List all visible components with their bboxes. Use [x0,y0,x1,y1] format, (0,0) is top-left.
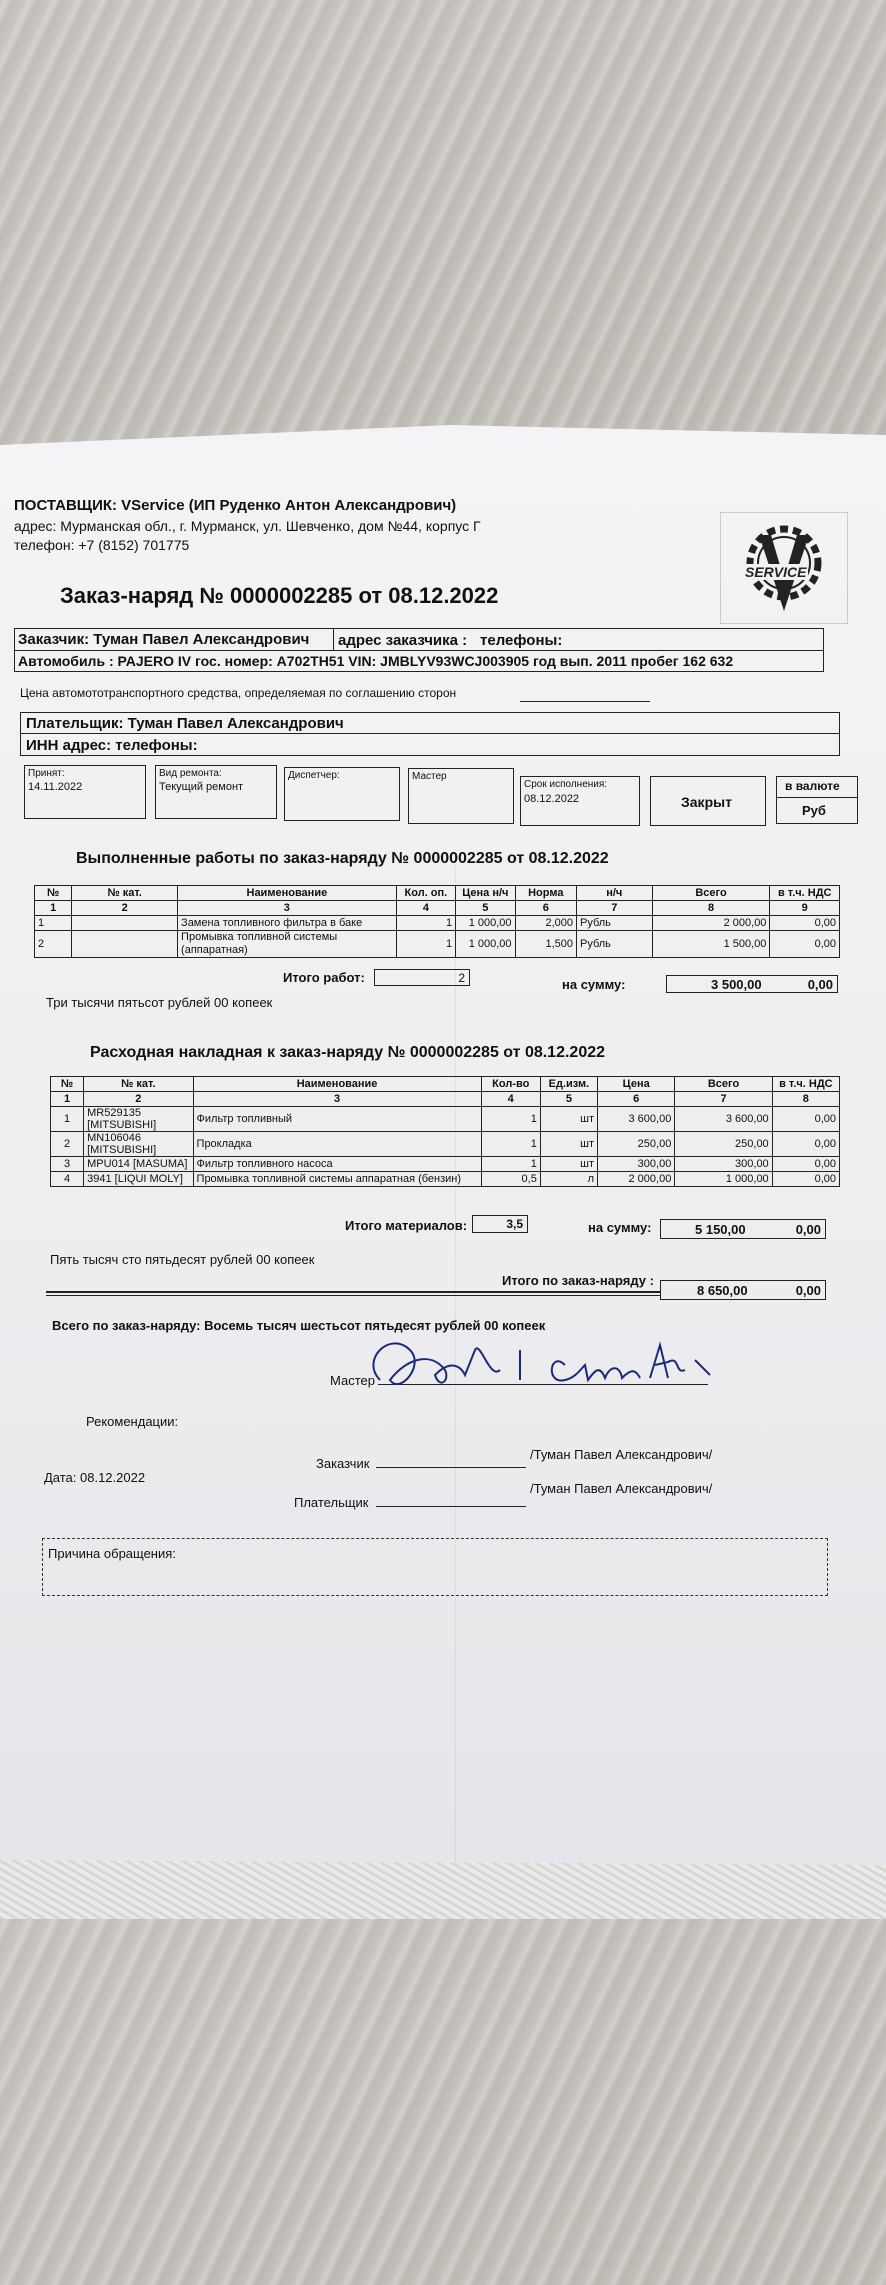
customer-box-divider [14,650,824,651]
header-cell: № кат. [84,1077,193,1092]
cell-unit: Рубль [577,916,653,931]
customer-box-vline [333,628,334,650]
payer-sign-name: /Туман Павел Александрович/ [530,1481,713,1496]
column-number-row [35,901,840,916]
table-row [51,1172,840,1187]
cell-total: 1 500,00 [652,931,770,958]
repair-type-label: Вид ремонта: [159,768,222,779]
cell-total: 2 000,00 [652,916,770,931]
col-number: 5 [540,1092,597,1107]
due-date-label: Срок исполнения: [524,779,608,790]
cell-qty: 1 [481,1157,540,1172]
cell-name: Замена топливного фильтра в баке [178,916,397,931]
header-cell: Цена н/ч [456,886,515,901]
accepted-value: 14.11.2022 [28,781,83,793]
cell-vat: 0,00 [772,1157,839,1172]
currency-divider [777,797,857,798]
document-date: Дата: 08.12.2022 [44,1470,146,1485]
payer-box-divider [20,733,840,734]
cell-unit: шт [540,1107,597,1132]
grand-total-box [660,1280,826,1300]
grand-total-rule [46,1291,660,1293]
payer-sign-line [376,1506,526,1507]
table-row [51,1157,840,1172]
due-date-value: 08.12.2022 [524,793,580,805]
cell-cat: MN106046 [MITSUBISHI] [84,1132,193,1157]
header-cell: № кат. [72,886,178,901]
recommendations-label: Рекомендации: [86,1414,179,1429]
col-number: 5 [456,901,515,916]
works-sum-box [666,975,838,993]
cell-n: 4 [51,1172,84,1187]
payer-name: Плательщик: Туман Павел Александрович [26,715,344,732]
cell-unit: Рубль [577,931,653,958]
customer-car: Автомобиль : PAJERO IV гос. номер: A702TH51 VIN: JMBLYV93WCJ003905 год вып. 2011 пробег 162 632 [18,653,734,669]
works-sum-value: 3 500,00 [711,977,762,992]
reason-label: Причина обращения: [48,1546,176,1561]
works-sum-label: на сумму: [562,977,626,992]
grand-total-rule-2 [46,1295,660,1296]
materials-sum-vat: 0,00 [795,1222,821,1237]
supplier-line: ПОСТАВЩИК: VService (ИП Руденко Антон Александрович) [14,497,457,514]
cell-n: 2 [35,931,72,958]
col-number: 1 [51,1092,84,1107]
table-row [51,1107,840,1132]
cell-qty: 1 [481,1132,540,1157]
table-header-row [51,1077,840,1092]
supplier-phone: телефон: +7 (8152) 701775 [14,537,190,553]
currency-box [776,776,858,824]
header-cell: Всего [675,1077,772,1092]
materials-total-label: Итого материалов: [345,1218,468,1233]
due-date-box [520,776,640,826]
cell-cat: MPU014 [MASUMA] [84,1157,193,1172]
cell-unit: шт [540,1132,597,1157]
cell-price: 3 600,00 [598,1107,675,1132]
col-number: 6 [598,1092,675,1107]
cell-total: 1 000,00 [675,1172,772,1187]
col-number: 3 [193,1092,481,1107]
header-cell: Кол. оп. [396,886,455,901]
cell-cat [72,931,178,958]
cell-price: 1 000,00 [456,916,515,931]
header-cell: № [51,1077,84,1092]
status-value: Закрыт [681,794,732,810]
supplier-address: адрес: Мурманская обл., г. Мурманск, ул. Шевченко, дом №44, корпус Г [14,518,481,534]
customer-sign-name: /Туман Павел Александрович/ [530,1447,713,1462]
header-cell: Всего [652,886,770,901]
cell-name: Прокладка [193,1132,481,1157]
currency-value: Руб [802,803,826,818]
customer-sign-line [376,1467,526,1468]
plastic-wrap-background [0,1860,886,1919]
customer-name: Заказчик: Туман Павел Александрович [18,631,310,648]
header-cell: № [35,886,72,901]
cell-norm: 1,500 [515,931,576,958]
cell-vat: 0,00 [770,931,840,958]
col-number: 4 [481,1092,540,1107]
cell-name: Фильтр топливного насоса [193,1157,481,1172]
cell-total: 300,00 [675,1157,772,1172]
materials-total-qty: 3,5 [506,1217,523,1231]
cell-total: 250,00 [675,1132,772,1157]
works-total-qty: 2 [458,971,465,985]
cell-price: 250,00 [598,1132,675,1157]
col-number: 8 [652,901,770,916]
currency-label: в валюте [785,779,840,793]
col-number: 2 [72,901,178,916]
cell-price: 300,00 [598,1157,675,1172]
works-words: Три тысячи пятьсот рублей 00 копеек [46,995,273,1010]
cell-vat: 0,00 [772,1172,839,1187]
handwritten-signature [350,1320,730,1410]
payer-sign-label: Плательщик [294,1495,369,1510]
header-cell: н/ч [577,886,653,901]
table-header-row [35,886,840,901]
col-number: 1 [35,901,72,916]
col-number: 7 [577,901,653,916]
works-total-label: Итого работ: [283,970,365,985]
materials-table [50,1076,840,1187]
cell-norm: 2,000 [515,916,576,931]
table-row [51,1132,840,1157]
price-note: Цена автомототранспортного средства, определяемая по соглашению сторон [20,686,457,700]
header-cell: Норма [515,886,576,901]
cell-n: 3 [51,1157,84,1172]
grand-total-vat: 0,00 [795,1283,821,1298]
cell-name: Промывка топливной системы аппаратная (бензин) [193,1172,481,1187]
col-number: 8 [772,1092,839,1107]
col-number: 2 [84,1092,193,1107]
customer-address-label: адрес заказчика : [338,632,468,649]
cell-n: 2 [51,1132,84,1157]
cell-total: 3 600,00 [675,1107,772,1132]
cell-unit: шт [540,1157,597,1172]
master-label: Мастер [412,771,447,782]
cell-cat [72,916,178,931]
cell-name: Фильтр топливный [193,1107,481,1132]
col-number: 6 [515,901,576,916]
cell-vat: 0,00 [772,1107,839,1132]
cell-n: 1 [51,1107,84,1132]
header-cell: Цена [598,1077,675,1092]
price-note-line [520,701,650,702]
cell-name: Промывка топливной системы (аппаратная) [178,931,397,958]
cell-qty: 0,5 [481,1172,540,1187]
cell-price: 2 000,00 [598,1172,675,1187]
col-number: 3 [178,901,397,916]
reason-box [42,1538,828,1596]
logo-text: SERVICE [745,564,807,580]
header-cell: в т.ч. НДС [770,886,840,901]
order-title: Заказ-наряд № 0000002285 от 08.12.2022 [60,583,499,608]
dispatcher-box [284,767,400,821]
grand-total-label: Итого по заказ-наряду : [502,1273,654,1288]
vservice-logo [720,512,848,624]
materials-sum-label: на сумму: [588,1220,652,1235]
status-box [650,776,766,826]
table-row [35,931,840,958]
customer-sign-label: Заказчик [316,1456,370,1471]
works-title: Выполненные работы по заказ-наряду № 0000002285 от 08.12.2022 [76,850,609,867]
header-cell: в т.ч. НДС [772,1077,839,1092]
materials-sum-value: 5 150,00 [695,1222,746,1237]
col-number: 4 [396,901,455,916]
table-row [35,916,840,931]
header-cell: Ед.изм. [540,1077,597,1092]
materials-title: Расходная накладная к заказ-наряду № 0000002285 от 08.12.2022 [90,1044,606,1061]
cell-unit: л [540,1172,597,1187]
repair-type-box [155,765,277,819]
accepted-box [24,765,146,819]
cell-qty: 1 [481,1107,540,1132]
dispatcher-label: Диспетчер: [288,770,340,781]
cell-vat: 0,00 [770,916,840,931]
cell-cat: 3941 [LIQUI MOLY] [84,1172,193,1187]
repair-type-value: Текущий ремонт [159,781,244,793]
grand-total-words: Всего по заказ-наряду: Восемь тысяч шестьсот пятьдесят рублей 00 копеек [52,1318,546,1333]
master-box [408,768,514,824]
column-number-row [51,1092,840,1107]
header-cell: Кол-во [481,1077,540,1092]
works-table [34,885,840,958]
cell-vat: 0,00 [772,1132,839,1157]
customer-phones-label: телефоны: [480,632,563,649]
cell-qty: 1 [396,916,455,931]
materials-total-qty-box [472,1215,528,1233]
header-cell: Наименование [193,1077,481,1092]
cell-n: 1 [35,916,72,931]
header-cell: Наименование [178,886,397,901]
materials-sum-box [660,1219,826,1239]
col-number: 9 [770,901,840,916]
grand-total-value: 8 650,00 [697,1283,748,1298]
master-sign-label: Мастер [330,1373,375,1388]
materials-words: Пять тысяч сто пятьдесят рублей 00 копеек [50,1252,315,1267]
works-sum-vat: 0,00 [807,977,833,992]
col-number: 7 [675,1092,772,1107]
payer-inn-line: ИНН адрес: телефоны: [26,737,198,754]
cell-price: 1 000,00 [456,931,515,958]
accepted-label: Принят: [28,768,65,779]
cell-qty: 1 [396,931,455,958]
cell-cat: MR529135 [MITSUBISHI] [84,1107,193,1132]
works-total-qty-box [374,969,470,986]
